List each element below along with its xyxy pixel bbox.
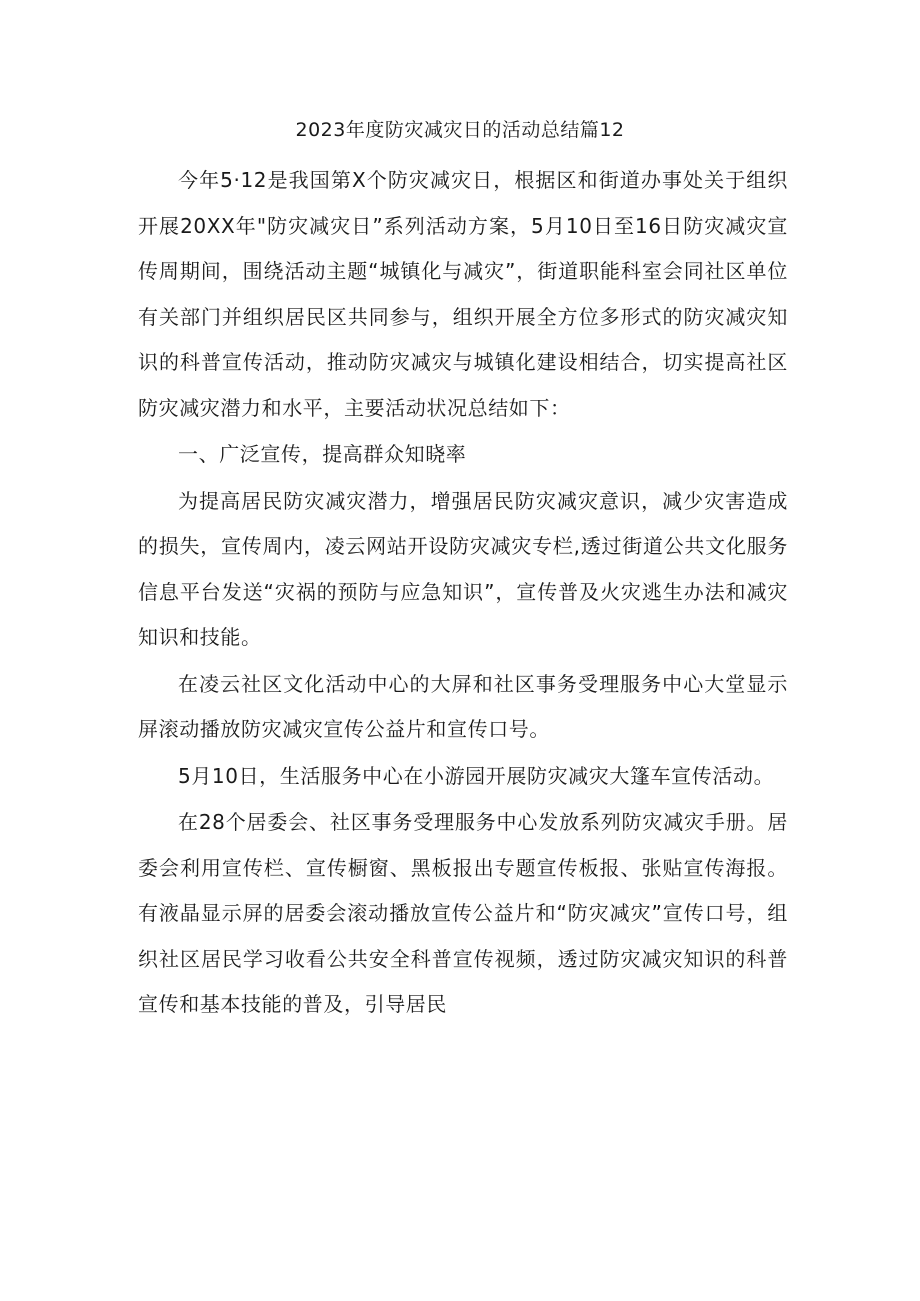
paragraph-screens: 在凌云社区文化活动中心的大屏和社区事务受理服务中心大堂显示屏滚动播放防灾减灾宣传公益片和宣传口号。 (138, 671, 788, 741)
paragraph-intro: 今年5·12是我国第X个防灾减灾日，根据区和街道办事处关于组织开展20XX年"防灾减灾日”系列活动方案，5月10日至16日防灾减灾宣传周期间，围绕活动主题“城镇化与减灾”，街道职能科室会同社区单位有关部门并组织居民区共同参与，组织开展全方位多形式的防灾减灾知识的科普宣传活动，推动防灾减灾与城镇化建设相结合，切实提高社区防灾减灾潜力和水平，主要活动状况总结如下： (138, 168, 788, 420)
section-heading-1: 一、广泛宣传，提高群众知晓率 (178, 442, 467, 466)
document-title: 2023年度防灾减灾日的活动总结篇12 (295, 119, 625, 141)
paragraph-committees: 在28个居委会、社区事务受理服务中心发放系列防灾减灾手册。居委会利用宣传栏、宣传橱窗、黑板报出专题宣传板报、张贴宣传海报。有液晶显示屏的居委会滚动播放宣传公益片和“防灾减灾”宣传口号，组织社区居民学习收看公共安全科普宣传视频，透过防灾减灾知识的科普宣传和基本技能的普及，引导居民 (138, 810, 788, 1016)
paragraph-may-10: 5月10日，生活服务中心在小游园开展防灾减灾大篷车宣传活动。 (178, 763, 775, 788)
document-body (138, 158, 788, 1029)
paragraph-publicity: 为提高居民防灾减灾潜力，增强居民防灾减灾意识，减少灾害造成的损失，宣传周内，凌云网站开设防灾减灾专栏,透过街道公共文化服务信息平台发送“灾祸的预防与应急知识”，宣传普及火灾逃生办法和减灾知识和技能。 (138, 488, 789, 649)
